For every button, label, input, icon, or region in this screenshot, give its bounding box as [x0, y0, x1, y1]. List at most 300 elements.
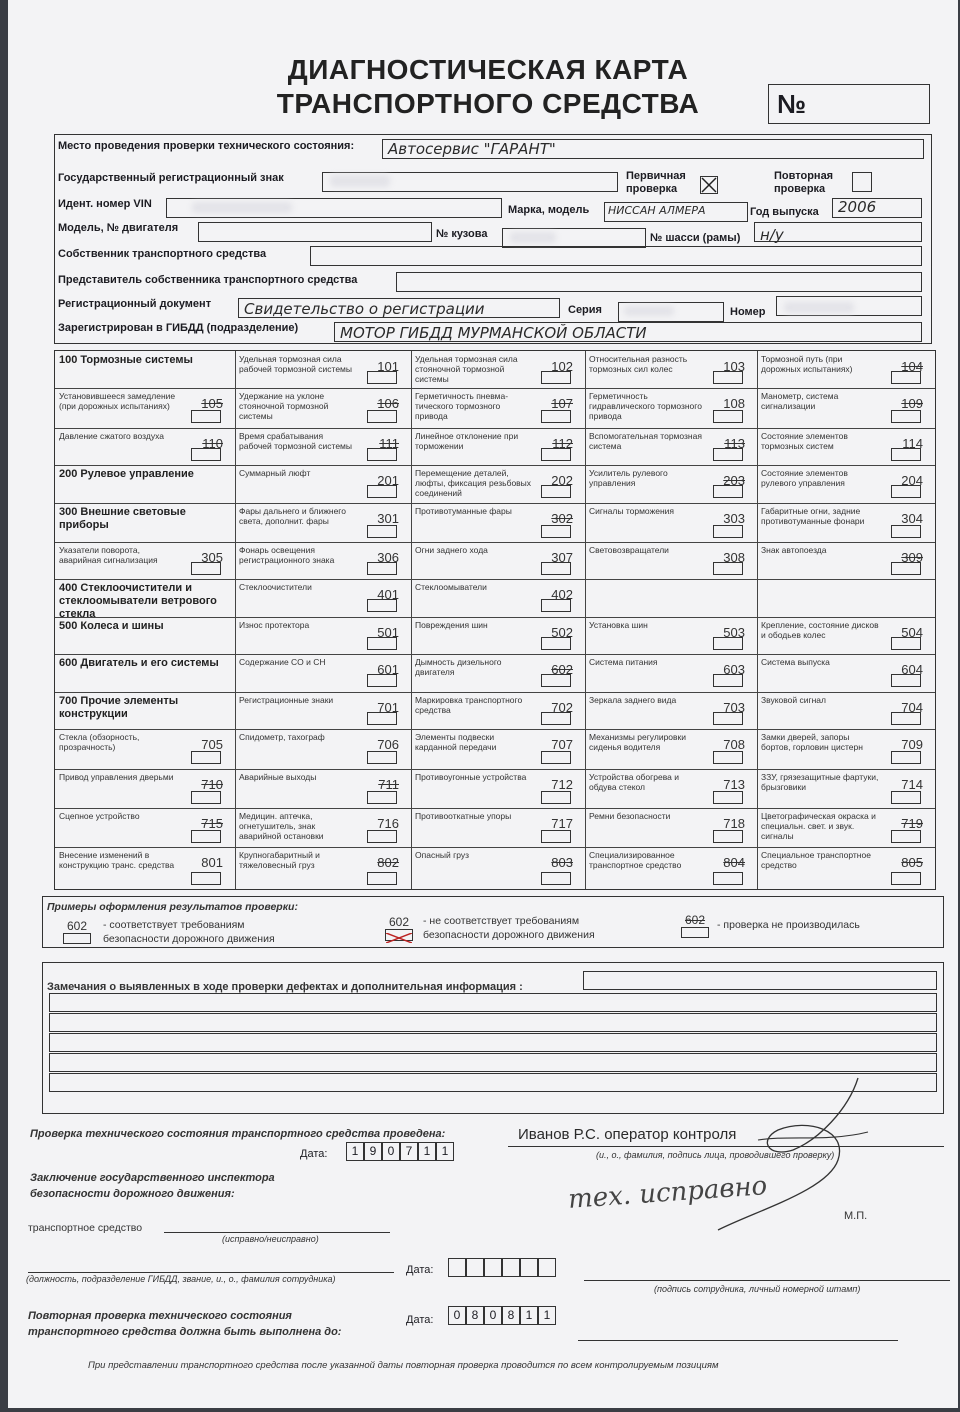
- grid-cell: [55, 388, 235, 427]
- grid-cell-checkbox[interactable]: [191, 830, 221, 843]
- grid-cell: [235, 503, 411, 542]
- grid-cell: [411, 388, 585, 427]
- legend-ok-text1: - соответствует требованиям: [103, 919, 245, 931]
- grid-cell-checkbox[interactable]: [891, 674, 921, 687]
- grid-cell: [757, 428, 935, 465]
- grid-cell: [757, 692, 935, 729]
- grid-cell-label: Противоугонные устройства: [415, 772, 527, 782]
- grid-cell: [235, 692, 411, 729]
- grid-cell-number: 114: [902, 436, 923, 451]
- grid-cell-label: Установившееся замедление (при дорожных испытаниях): [59, 391, 176, 411]
- date-digit[interactable]: 7: [400, 1142, 418, 1161]
- grid-cell-label: Медицин. аптечка, огнетушитель, знак аварийной остановки: [239, 811, 324, 841]
- grid-cell-label: 200 Рулевое управление: [59, 468, 194, 480]
- grid-cell-label: Повреждения шин: [415, 620, 488, 630]
- grid-cell-number: 108: [723, 396, 745, 411]
- grid-cell-number: 105: [201, 396, 223, 411]
- grid-cell-number: 719: [901, 816, 923, 831]
- grid-cell-label: Перемещение деталей, люфты, фиксация резьбовых соединений: [415, 468, 532, 498]
- grid-cell: [235, 388, 411, 427]
- grid-cell-label: Удержание на уклоне стояночной тормозной системы: [239, 391, 329, 421]
- redacted-series: [624, 306, 674, 316]
- grid-cell-checkbox[interactable]: [713, 485, 743, 498]
- grid-cell-checkbox[interactable]: [191, 791, 221, 804]
- grid-cell-checkbox[interactable]: [713, 371, 743, 384]
- grid-cell-label: Состояние элементов рулевого управления: [761, 468, 848, 488]
- legend-ok-box: [63, 933, 91, 944]
- grid-cell-checkbox[interactable]: [541, 872, 571, 885]
- officer-line[interactable]: [28, 1272, 394, 1273]
- grid-cell-label: Суммарный люфт: [239, 468, 311, 478]
- grid-cell-label: Удельная тормозная сила стояночной тормозной системы: [415, 354, 518, 384]
- grid-cell-checkbox[interactable]: [891, 410, 921, 423]
- grid-cell-label: Привод управления дверьми: [59, 772, 174, 782]
- date2-label: Дата:: [406, 1264, 434, 1276]
- date-digit[interactable]: 1: [538, 1306, 556, 1325]
- grid-cell-label: Аварийные выходы: [239, 772, 317, 782]
- grid-cell: [235, 579, 411, 616]
- grid-cell-label: Спидометр, тахограф: [239, 732, 325, 742]
- grid-cell-label: Давление сжатого воздуха: [59, 431, 164, 441]
- grid-cell-number: 604: [901, 662, 923, 677]
- legend-bad-text1: - не соответствует требованиям: [423, 915, 580, 927]
- grid-cell-number: 402: [551, 587, 573, 602]
- repeat-line1: Повторная проверка технического состояния: [28, 1310, 292, 1322]
- grid-cell: [757, 769, 935, 808]
- date-digit[interactable]: [502, 1258, 520, 1277]
- grid-cell-checkbox[interactable]: [541, 410, 571, 423]
- date-digit[interactable]: [520, 1258, 538, 1277]
- grid-cell: [757, 542, 935, 579]
- grid-cell-checkbox[interactable]: [713, 791, 743, 804]
- grid-cell-number: 309: [901, 550, 923, 565]
- grid-cell: [55, 465, 235, 502]
- engine-label: Модель, № двигателя: [58, 222, 179, 234]
- grid-cell-label: Указатели поворота, аварийная сигнализация: [59, 545, 158, 565]
- grid-cell: [585, 351, 757, 388]
- grid-cell-checkbox[interactable]: [713, 525, 743, 538]
- grid-cell-number: 805: [901, 855, 923, 870]
- grid-cell-checkbox[interactable]: [541, 448, 571, 461]
- grid-cell-label: 100 Тормозные системы: [59, 354, 193, 366]
- grid-cell-label: Знак автопоезда: [761, 545, 827, 555]
- notes-line-4[interactable]: [49, 1033, 937, 1052]
- grid-cell: [235, 465, 411, 502]
- grid-cell-checkbox[interactable]: [541, 791, 571, 804]
- grid-cell-checkbox[interactable]: [891, 830, 921, 843]
- grid-cell-label: Время срабатывания рабочей тормозной системы: [239, 431, 353, 451]
- grid-cell-number: 204: [901, 473, 923, 488]
- grid-cell-number: 111: [379, 436, 399, 451]
- grid-cell: [757, 729, 935, 768]
- engine-field[interactable]: [198, 222, 432, 242]
- grid-cell-number: 203: [723, 473, 745, 488]
- vehicle-label: транспортное средство: [28, 1222, 143, 1234]
- stamp-caption: (подпись сотрудника, личный номерной штамп): [654, 1284, 861, 1294]
- grid-cell: [757, 808, 935, 847]
- grid-cell-number: 804: [723, 855, 745, 870]
- card-number-box[interactable]: [768, 84, 930, 124]
- grid-cell-checkbox[interactable]: [891, 751, 921, 764]
- grid-cell-checkbox[interactable]: [713, 872, 743, 885]
- grid-cell-checkbox[interactable]: [191, 872, 221, 885]
- date-digit[interactable]: 0: [448, 1306, 466, 1325]
- date-label: Дата:: [300, 1148, 328, 1160]
- date-digit[interactable]: [538, 1258, 556, 1277]
- bottom-note: При представлении транспортного средства после указанной даты повторная проверка проводится по всем контролируемым позициям: [88, 1360, 719, 1371]
- grid-cell-checkbox[interactable]: [367, 751, 397, 764]
- grid-cell-number: 308: [723, 550, 745, 565]
- grid-cell: [55, 692, 235, 729]
- check-x-icon: [701, 177, 717, 193]
- grid-cell-checkbox[interactable]: [891, 872, 921, 885]
- grid-cell: [757, 654, 935, 691]
- grid-cell: [585, 847, 757, 889]
- legend-skip-num: 602: [685, 913, 706, 927]
- grid-cell: [235, 729, 411, 768]
- grid-cell-number: 502: [551, 625, 573, 640]
- grid-cell-label: Звуковой сигнал: [761, 695, 826, 705]
- grid-cell-label: Вспомогательная тормозная система: [589, 431, 702, 451]
- grid-cell-checkbox[interactable]: [541, 371, 571, 384]
- date3-label: Дата:: [406, 1314, 434, 1326]
- number-label: Номер: [730, 306, 766, 318]
- grid-cell-checkbox[interactable]: [713, 448, 743, 461]
- vin-label: Идент. номер VIN: [58, 198, 152, 210]
- grid-cell-label: Герметичность гидравлического тормозного привода: [589, 391, 702, 421]
- grid-cell: [411, 808, 585, 847]
- legend-bad-text2: безопасности дорожного движения: [423, 929, 595, 941]
- owner-label: Собственник транспортного средства: [58, 248, 267, 260]
- operator-name: Иванов Р.С. оператор контроля: [518, 1126, 737, 1143]
- date-digit[interactable]: 8: [466, 1306, 484, 1325]
- grid-cell-number: 202: [551, 473, 573, 488]
- grid-cell: [585, 579, 757, 616]
- grid-cell-checkbox[interactable]: [367, 674, 397, 687]
- grid-cell: [411, 428, 585, 465]
- legend-ok-num: 602: [67, 919, 88, 933]
- grid-cell-checkbox[interactable]: [713, 637, 743, 650]
- grid-cell-checkbox[interactable]: [891, 525, 921, 538]
- grid-cell-checkbox[interactable]: [367, 448, 397, 461]
- grid-cell: [55, 847, 235, 889]
- grid-cell-number: 706: [377, 737, 399, 752]
- grid-cell-label: Регистрационные знаки: [239, 695, 334, 705]
- page-subtitle: ТРАНСПОРТНОГО СРЕДСТВА: [276, 88, 700, 119]
- grid-cell-checkbox[interactable]: [891, 791, 921, 804]
- grid-cell-number: 504: [901, 625, 923, 640]
- grid-cell-label: Дымность дизельного двигателя: [415, 657, 502, 677]
- year-value: 2006: [838, 198, 877, 216]
- grid-cell: [585, 465, 757, 502]
- grid-cell: [757, 388, 935, 427]
- grid-cell-checkbox[interactable]: [541, 751, 571, 764]
- grid-cell-checkbox[interactable]: [891, 448, 921, 461]
- grid-cell-number: 306: [377, 550, 399, 565]
- grid-cell: [585, 769, 757, 808]
- grid-cell-number: 201: [377, 473, 399, 488]
- grid-cell-checkbox[interactable]: [191, 751, 221, 764]
- grid-cell-checkbox[interactable]: [541, 485, 571, 498]
- cross-icon: [386, 933, 412, 943]
- grid-cell-label: Стеклоомыватели: [415, 582, 487, 592]
- vehicle-caption: (исправно/неисправно): [222, 1234, 319, 1244]
- grid-cell-number: 110: [202, 436, 223, 451]
- grid-cell-checkbox[interactable]: [713, 830, 743, 843]
- grid-cell: [235, 351, 411, 388]
- redacted-vin: [192, 202, 292, 213]
- card-number-label: №: [777, 89, 806, 119]
- grid-cell-label: Огни заднего хода: [415, 545, 488, 555]
- grid-cell-checkbox[interactable]: [367, 599, 397, 612]
- doc-label: Регистрационный документ: [58, 298, 212, 310]
- grid-cell-checkbox[interactable]: [367, 410, 397, 423]
- grid-cell-checkbox[interactable]: [891, 562, 921, 575]
- grid-cell-checkbox[interactable]: [713, 410, 743, 423]
- doc-value: Свидетельство о регистрации: [244, 300, 485, 318]
- grid-cell-number: 602: [551, 662, 573, 677]
- grid-cell-checkbox[interactable]: [191, 410, 221, 423]
- date-digit[interactable]: [484, 1258, 502, 1277]
- grid-cell-number: 112: [552, 436, 573, 451]
- grid-cell: [585, 617, 757, 654]
- legend-frame: [42, 896, 944, 948]
- grid-cell-label: ЗЗУ, грязезащитные фартуки, брызговики: [761, 772, 879, 792]
- grid-cell-number: 711: [378, 777, 399, 792]
- notes-line-1[interactable]: [583, 971, 937, 990]
- grid-cell-label: Манометр, система сигнализации: [761, 391, 839, 411]
- grid-cell-label: 500 Колеса и шины: [59, 620, 164, 632]
- redacted-number: [784, 302, 854, 313]
- notes-line-2[interactable]: [49, 993, 937, 1012]
- grid-cell-number: 103: [723, 359, 745, 374]
- grid-cell-label: Установка шин: [589, 620, 648, 630]
- make-label: Марка, модель: [508, 204, 590, 216]
- check-done-label: Проверка технического состояния транспортного средства проведена:: [30, 1128, 446, 1140]
- date-digit[interactable]: 9: [364, 1142, 382, 1161]
- grid-cell: [411, 692, 585, 729]
- date-digit[interactable]: 1: [436, 1142, 454, 1161]
- grid-cell-number: 305: [201, 550, 223, 565]
- grid-cell-number: 303: [723, 511, 745, 526]
- representative-field[interactable]: [396, 272, 922, 292]
- grid-cell-label: 300 Внешние световые приборы: [59, 506, 186, 531]
- date-digit[interactable]: [448, 1258, 466, 1277]
- representative-label: Представитель собственника транспортного средства: [58, 274, 358, 286]
- grid-cell-checkbox[interactable]: [541, 525, 571, 538]
- repeat-line: [578, 1340, 898, 1341]
- grid-cell-number: 101: [377, 359, 399, 374]
- grid-cell-number: 713: [723, 777, 745, 792]
- grid-cell-number: 709: [901, 737, 923, 752]
- primary-check-box[interactable]: [700, 176, 718, 194]
- grid-cell: [585, 428, 757, 465]
- grid-cell-checkbox[interactable]: [713, 751, 743, 764]
- grid-cell-checkbox[interactable]: [713, 562, 743, 575]
- grid-cell-checkbox[interactable]: [541, 712, 571, 725]
- grid-cell: [411, 465, 585, 502]
- grid-cell-label: Содержание CO и CH: [239, 657, 326, 667]
- grid-cell-label: Система питания: [589, 657, 658, 667]
- body-label: № кузова: [436, 228, 488, 240]
- grid-cell-label: Маркировка транспортного средства: [415, 695, 523, 715]
- grid-cell-checkbox[interactable]: [541, 562, 571, 575]
- gibdd-label: Зарегистрирован в ГИБДД (подразделение): [58, 322, 299, 334]
- grid-cell-label: Противооткатные упоры: [415, 811, 512, 821]
- grid-cell-checkbox[interactable]: [367, 371, 397, 384]
- grid-cell-number: 716: [377, 816, 399, 831]
- redacted-reg-sign: [330, 175, 390, 187]
- grid-cell: [235, 769, 411, 808]
- grid-cell-number: 109: [901, 396, 923, 411]
- grid-cell-number: 113: [724, 436, 745, 451]
- grid-cell: [585, 503, 757, 542]
- grid-cell-label: Ремни безопасности: [589, 811, 671, 821]
- legend-skip-text: - проверка не производилась: [717, 919, 860, 931]
- grid-cell-label: 600 Двигатель и его системы: [59, 657, 219, 669]
- grid-cell-checkbox[interactable]: [367, 562, 397, 575]
- chassis-label: № шасси (рамы): [650, 232, 741, 244]
- checklist-grid: [54, 350, 936, 890]
- grid-cell-number: 304: [901, 511, 923, 526]
- grid-cell-number: 503: [723, 625, 745, 640]
- date-digit[interactable]: 1: [520, 1306, 538, 1325]
- grid-cell: [55, 428, 235, 465]
- grid-cell-label: Крепление, состояние дисков и ободьев колес: [761, 620, 879, 640]
- grid-cell-checkbox[interactable]: [713, 712, 743, 725]
- legend-bad-num: 602: [389, 915, 410, 929]
- date-digit[interactable]: 8: [502, 1306, 520, 1325]
- grid-cell: [411, 579, 585, 616]
- date-digit[interactable]: 0: [382, 1142, 400, 1161]
- grid-cell-label: Противотуманные фары: [415, 506, 512, 516]
- grid-cell-label: Опасный груз: [415, 850, 469, 860]
- grid-cell-checkbox[interactable]: [367, 637, 397, 650]
- chassis-value: н/у: [760, 226, 784, 244]
- repeat-line2: транспортного средства должна быть выполнена до:: [28, 1326, 342, 1338]
- grid-cell-checkbox[interactable]: [191, 562, 221, 575]
- grid-cell-number: 301: [377, 511, 399, 526]
- grid-cell: [411, 847, 585, 889]
- grid-cell-label: Сигналы торможения: [589, 506, 675, 516]
- grid-cell-label: Специальное транспортное средство: [761, 850, 871, 870]
- grid-cell-label: Удельная тормозная сила рабочей тормозной системы: [239, 354, 353, 374]
- grid-cell-checkbox[interactable]: [891, 712, 921, 725]
- grid-cell-number: 710: [201, 777, 223, 792]
- grid-cell: [585, 808, 757, 847]
- grid-cell: [55, 542, 235, 579]
- grid-cell-checkbox[interactable]: [191, 448, 221, 461]
- grid-cell-checkbox[interactable]: [367, 712, 397, 725]
- grid-cell: [411, 617, 585, 654]
- stamp-line[interactable]: [584, 1280, 950, 1281]
- grid-cell-number: 401: [377, 587, 399, 602]
- grid-cell-label: Механизмы регулировки сиденья водителя: [589, 732, 687, 752]
- grid-cell-label: Габаритные огни, задние противотуманные фонари: [761, 506, 865, 526]
- grid-cell-checkbox[interactable]: [367, 872, 397, 885]
- grid-cell-checkbox[interactable]: [367, 485, 397, 498]
- grid-cell-number: 802: [377, 855, 399, 870]
- owner-field[interactable]: [310, 246, 922, 266]
- mp-stamp-label: М.П.: [844, 1210, 868, 1222]
- grid-cell-label: Внесение изменений в конструкцию транс. средства: [59, 850, 175, 870]
- vehicle-line[interactable]: [164, 1232, 390, 1233]
- grid-cell-label: Фары дальнего и ближнего света, дополнит. фары: [239, 506, 346, 526]
- year-label: Год выпуска: [750, 206, 819, 218]
- grid-cell-label: 400 Стеклоочистители и стеклоомыватели ветрового стекла: [59, 582, 217, 620]
- signature-scribble-icon: [698, 1070, 898, 1240]
- grid-cell-label: Стекла (обзорность, прозрачность): [59, 732, 140, 752]
- handwritten-conclusion: тех. исправно: [567, 1171, 769, 1215]
- grid-cell-checkbox[interactable]: [713, 674, 743, 687]
- grid-cell-checkbox[interactable]: [541, 830, 571, 843]
- notes-line-3[interactable]: [49, 1013, 937, 1032]
- grid-cell: [757, 503, 935, 542]
- grid-cell-checkbox[interactable]: [367, 830, 397, 843]
- grid-cell: [411, 654, 585, 691]
- page-title: ДИАГНОСТИЧЕСКАЯ КАРТА: [287, 54, 689, 85]
- date-digit[interactable]: 1: [418, 1142, 436, 1161]
- grid-cell-label: 700 Прочие элементы конструкции: [59, 695, 179, 720]
- grid-cell-label: Устройства обогрева и обдува стекол: [589, 772, 679, 792]
- grid-cell-number: 715: [201, 816, 223, 831]
- grid-cell: [235, 542, 411, 579]
- grid-cell-number: 107: [551, 396, 573, 411]
- grid-cell-label: Система выпуска: [761, 657, 830, 667]
- operator-caption: (и., о., фамилия, подпись лица, проводившего проверку): [596, 1150, 835, 1160]
- grid-cell-label: Сцепное устройство: [59, 811, 140, 821]
- grid-cell-checkbox[interactable]: [891, 371, 921, 384]
- grid-cell: [411, 503, 585, 542]
- grid-cell: [235, 428, 411, 465]
- grid-cell-label: Износ протектора: [239, 620, 310, 630]
- grid-cell: [411, 729, 585, 768]
- grid-cell-checkbox[interactable]: [541, 637, 571, 650]
- date-digit[interactable]: 1: [346, 1142, 364, 1161]
- date-digit[interactable]: 0: [484, 1306, 502, 1325]
- grid-cell-label: Крупногабаритный и тяжеловесный груз: [239, 850, 320, 870]
- grid-cell-checkbox[interactable]: [891, 485, 921, 498]
- grid-cell-label: Состояние элементов тормозных систем: [761, 431, 848, 451]
- date-digit[interactable]: [466, 1258, 484, 1277]
- grid-cell-number: 708: [723, 737, 745, 752]
- grid-cell: [55, 579, 235, 620]
- grid-cell: [757, 579, 935, 616]
- grid-cell-number: 307: [551, 550, 573, 565]
- grid-cell: [585, 654, 757, 691]
- grid-cell-label: Фонарь освещения регистрационного знака: [239, 545, 335, 565]
- grid-cell: [55, 503, 235, 542]
- grid-cell-number: 704: [901, 700, 923, 715]
- grid-cell-number: 701: [377, 700, 399, 715]
- grid-cell-number: 703: [723, 700, 745, 715]
- grid-cell-label: Линейное отклонение при торможении: [415, 431, 519, 451]
- conclusion-line1: Заключение государственного инспектора: [30, 1172, 275, 1184]
- grid-cell: [585, 388, 757, 427]
- grid-cell-number: 717: [551, 816, 573, 831]
- grid-cell-number: 702: [551, 700, 573, 715]
- grid-cell-checkbox[interactable]: [367, 525, 397, 538]
- grid-cell-checkbox[interactable]: [541, 674, 571, 687]
- grid-cell-checkbox[interactable]: [367, 791, 397, 804]
- diagnostic-card-page: [8, 0, 958, 1408]
- reg-sign-label: Государственный регистрационный знак: [58, 172, 284, 184]
- repeat-check-box[interactable]: [852, 172, 872, 192]
- series-label: Серия: [568, 304, 602, 316]
- make-value: НИССАН АЛМЕРА: [608, 204, 706, 217]
- grid-cell-checkbox[interactable]: [541, 599, 571, 612]
- grid-cell-checkbox[interactable]: [891, 637, 921, 650]
